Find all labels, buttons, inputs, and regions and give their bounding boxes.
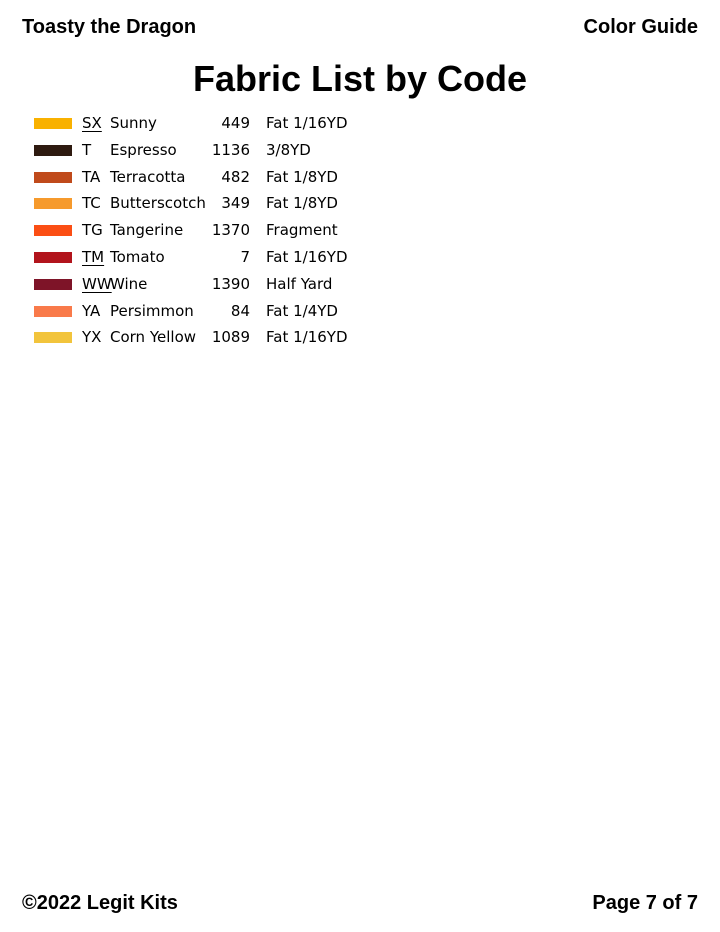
fabric-name: Butterscotch (110, 194, 206, 213)
fabric-amount: Fragment (266, 221, 338, 240)
page-title: Fabric List by Code (192, 58, 528, 99)
header-section-label: Color Guide (583, 16, 698, 38)
color-swatch (34, 252, 72, 263)
fabric-code: TA (82, 167, 101, 186)
color-swatch (34, 279, 72, 290)
fabric-code: T (82, 140, 92, 159)
fabric-row-tg (34, 217, 374, 244)
fabric-number: 7 (240, 247, 250, 266)
color-swatch (34, 306, 72, 317)
fabric-number: 482 (221, 167, 250, 186)
fabric-name: Terracotta (110, 167, 186, 186)
fabric-name: Espresso (110, 140, 177, 159)
fabric-number: 84 (230, 301, 250, 320)
fabric-number: 1390 (211, 274, 250, 293)
fabric-name: Wine (110, 274, 148, 293)
fabric-code: WW (82, 274, 112, 293)
fabric-amount: Fat 1/16YD (266, 328, 348, 347)
fabric-code: TG (82, 221, 103, 240)
fabric-amount: Half Yard (266, 274, 333, 293)
color-swatch (34, 145, 72, 156)
fabric-row-t (34, 137, 374, 164)
fabric-number: 449 (221, 114, 250, 132)
fabric-name: Corn Yellow (110, 328, 197, 347)
fabric-name: Sunny (110, 114, 157, 132)
fabric-row-sx (34, 110, 374, 137)
fabric-name: Tangerine (110, 221, 184, 240)
fabric-code: TC (82, 194, 101, 213)
fabric-number: 1089 (211, 328, 250, 347)
fabric-amount: Fat 1/16YD (266, 247, 348, 266)
fabric-row-tc (34, 190, 374, 217)
fabric-number: 1136 (211, 140, 250, 159)
fabric-code: SX (82, 114, 102, 132)
page-number: Page 7 of 7 (592, 892, 698, 914)
fabric-code: TM (82, 247, 105, 266)
fabric-row-ta (34, 164, 374, 191)
color-swatch (34, 332, 72, 343)
fabric-amount: Fat 1/8YD (266, 167, 338, 186)
fabric-row-yx (34, 324, 374, 351)
fabric-number: 349 (221, 194, 250, 213)
fabric-amount: 3/8YD (266, 140, 311, 159)
header-title: Toasty the Dragon (22, 16, 197, 38)
fabric-amount: Fat 1/8YD (266, 194, 338, 213)
fabric-list (34, 110, 374, 351)
fabric-name: Tomato (110, 247, 165, 266)
color-swatch (34, 172, 72, 183)
copyright: ©2022 Legit Kits (22, 892, 178, 914)
color-swatch (34, 225, 72, 236)
fabric-number: 1370 (211, 221, 250, 240)
fabric-name: Persimmon (110, 301, 194, 320)
fabric-code: YX (82, 328, 102, 347)
color-swatch (34, 198, 72, 209)
fabric-row-tm (34, 244, 374, 271)
color-swatch (34, 118, 72, 129)
fabric-row-ya (34, 298, 374, 325)
fabric-amount: Fat 1/16YD (266, 114, 348, 132)
fabric-amount: Fat 1/4YD (266, 301, 338, 320)
fabric-code: YA (82, 301, 101, 320)
fabric-row-ww (34, 271, 374, 298)
